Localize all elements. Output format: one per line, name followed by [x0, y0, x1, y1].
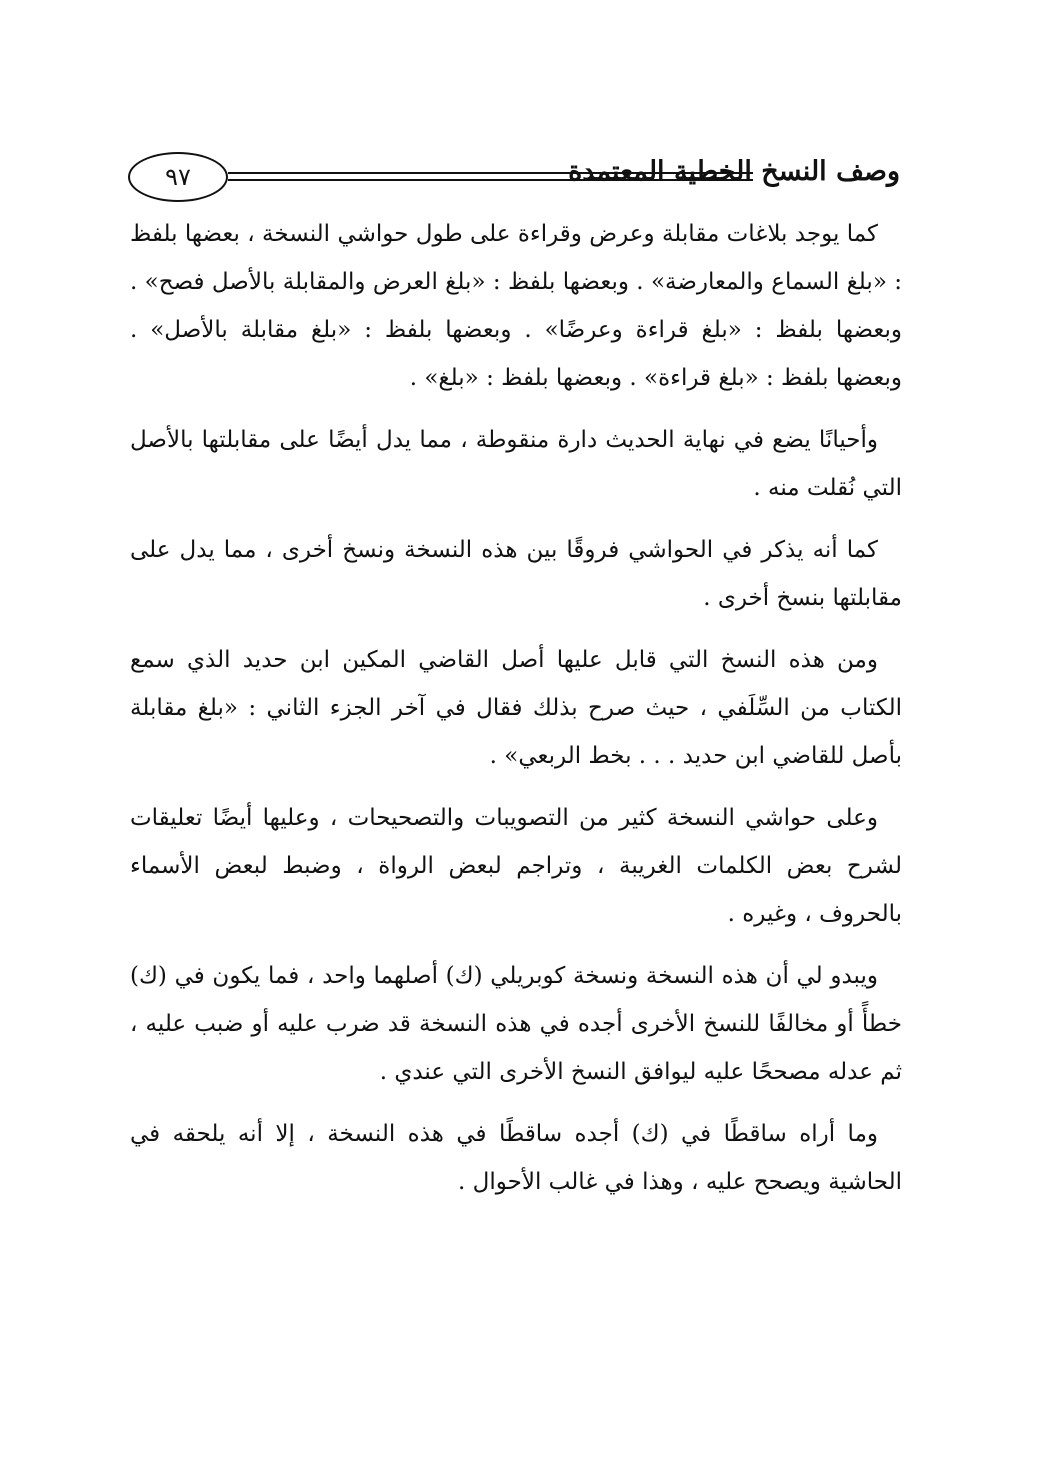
paragraph: وعلى حواشي النسخة كثير من التصويبات والتصحيحات ، وعليها أيضًا تعليقات لشرح بعض الكلمات الغريبة ، وتراجم لبعض الرواة ، وضبط لبعض الأسماء بالحروف ، وغيره .: [130, 805, 902, 927]
paragraph: وما أراه ساقطًا في (ك) أجده ساقطًا في هذه النسخة ، إلا أنه يلحقه في الحاشية ويصحح عليه ، وهذا في غالب الأحوال .: [130, 1121, 902, 1195]
page-header: [125, 150, 900, 210]
paragraph: كما يوجد بلاغات مقابلة وعرض وقراءة على طول حواشي النسخة ، بعضها بلفظ : «بلغ السماع والمعارضة» . وبعضها بلفظ : «بلغ العرض والمقابلة بالأصل فصح» . وبعضها بلفظ : «بلغ قراءة وعرضًا» . وبعضها بلفظ : «بلغ مقابلة بالأصل» . وبعضها بلفظ : «بلغ قراءة» . وبعضها بلفظ : «بلغ» .: [130, 221, 902, 391]
body-text: [130, 210, 902, 1220]
paragraph: وأحيانًا يضع في نهاية الحديث دارة منقوطة ، مما يدل أيضًا على مقابلتها بالأصل التي نُقلت منه .: [130, 427, 902, 501]
paragraph: ويبدو لي أن هذه النسخة ونسخة كوبريلي (ك) أصلهما واحد ، فما يكون في (ك) خطأً أو مخالفًا للنسخ الأخرى أجده في هذه النسخة قد ضرب عليه أو ضبب عليه ، ثم عدله مصححًا عليه ليوافق النسخ الأخرى التي عندي .: [130, 963, 902, 1085]
paragraph: كما أنه يذكر في الحواشي فروقًا بين هذه النسخة ونسخ أخرى ، مما يدل على مقابلتها بنسخ أخرى .: [130, 537, 902, 611]
page-number: ٩٧: [128, 152, 228, 202]
running-title: وصف النسخ الخطية المعتمدة: [568, 156, 900, 187]
paragraph: ومن هذه النسخ التي قابل عليها أصل القاضي المكين ابن حديد الذي سمع الكتاب من السِّلَفي ، حيث صرح بذلك فقال في آخر الجزء الثاني : «بلغ مقابلة بأصل للقاضي ابن حديد . . . بخط الربعي» .: [130, 647, 902, 769]
